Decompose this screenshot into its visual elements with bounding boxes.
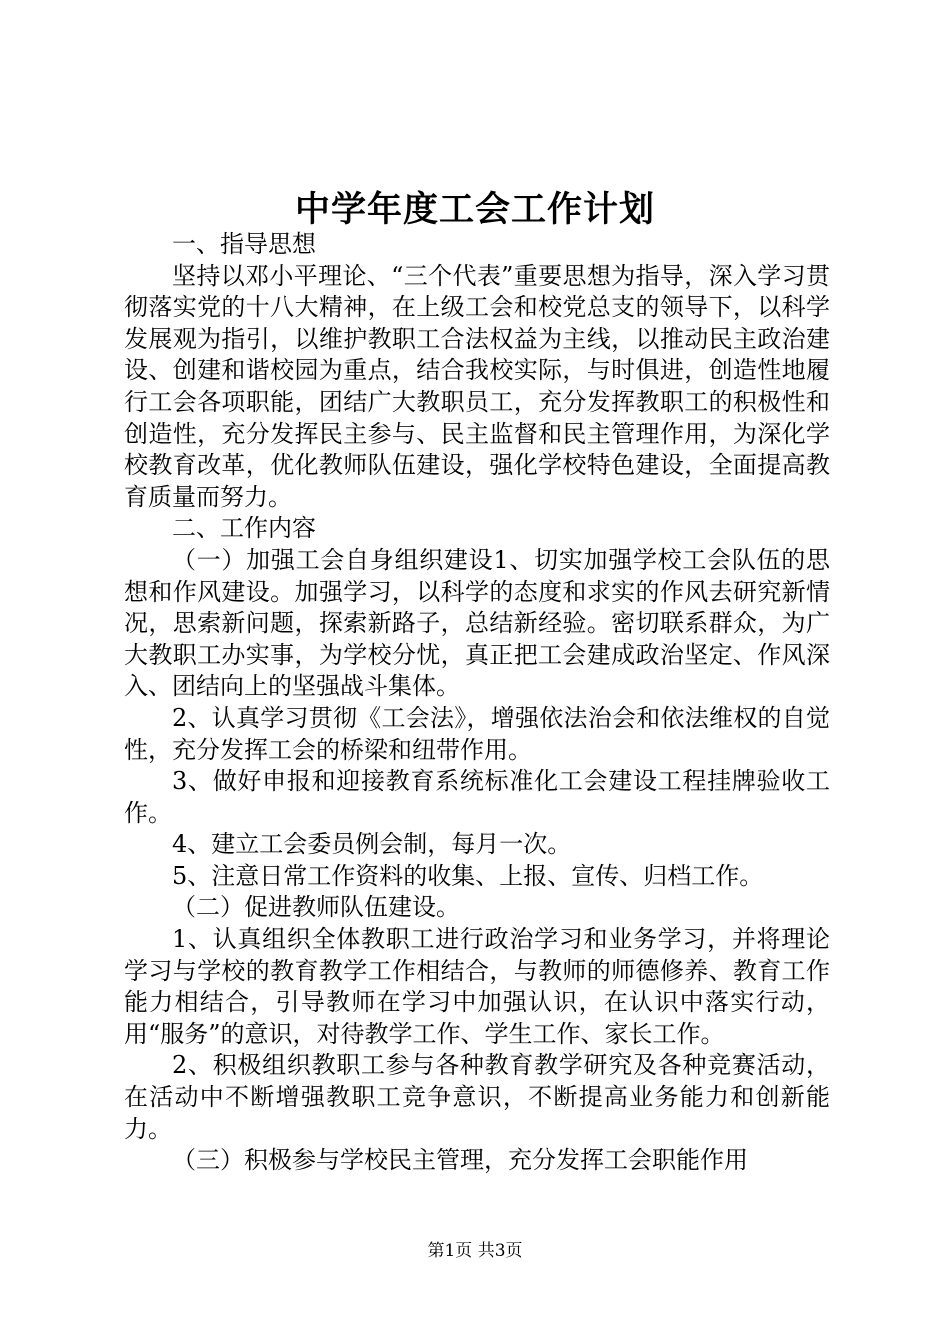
paragraph: 二、工作内容 (172, 514, 316, 543)
page-footer: 第1页 共3页 (427, 1241, 523, 1261)
paragraph: 5、注意日常工作资料的收集、上报、宣传、归档工作。 (172, 861, 764, 890)
paragraph: （三）积极参与学校民主管理，充分发挥工会职能作用 (172, 1146, 748, 1175)
paragraph: （二）促进教师队伍建设。 (172, 893, 460, 922)
paragraph: 3、做好申报和迎接教育系统标准化工会建设工程挂牌验收工作。 (124, 767, 830, 827)
document-title: 中学年度工会工作计划 (294, 189, 655, 230)
paragraph: 2、积极组织教职工参与各种教育教学研究及各种竞赛活动，在活动中不断增强教职工竞争意识，不断提高业务能力和创新能力。 (124, 1051, 830, 1143)
paragraph: （一）加强工会自身组织建设1、切实加强学校工会队伍的思想和作风建设。加强学习，以科学的态度和求实的作风去研究新情况，思索新问题，探索新路子，总结新经验。密切联系群众，为广大教职工办实事，为学校分忧，真正把工会建成政治坚定、作风深入、团结向上的坚强战斗集体。 (124, 545, 830, 701)
paragraph: 一、指导思想 (172, 230, 316, 258)
document-body (124, 229, 830, 1177)
paragraph: 坚持以邓小平理论、“三个代表”重要思想为指导，深入学习贯彻落实党的十八大精神，在上级工会和校党总支的领导下，以科学发展观为指引，以维护教职工合法权益为主线，以推动民主政治建设、创建和谐校园为重点，结合我校实际，与时俱进，创造性地履行工会各项职能，团结广大教职员工，充分发挥教职工的积极性和创造性，充分发挥民主参与、民主监督和民主管理作用，为深化学校教育改革，优化教师队伍建设，强化学校特色建设，全面提高教育质量而努力。 (124, 261, 830, 511)
paragraph: 1、认真组织全体教职工进行政治学习和业务学习，并将理论学习与学校的教育教学工作相结合，与教师的师德修养、教育工作能力相结合，引导教师在学习中加强认识，在认识中落实行动，用“服务”的意识，对待教学工作、学生工作、家长工作。 (124, 925, 830, 1048)
paragraph: 2、认真学习贯彻《工会法》，增强依法治会和依法维权的自觉性，充分发挥工会的桥梁和纽带作用。 (124, 703, 830, 764)
paragraph: 4、建立工会委员例会制，每月一次。 (172, 830, 572, 859)
